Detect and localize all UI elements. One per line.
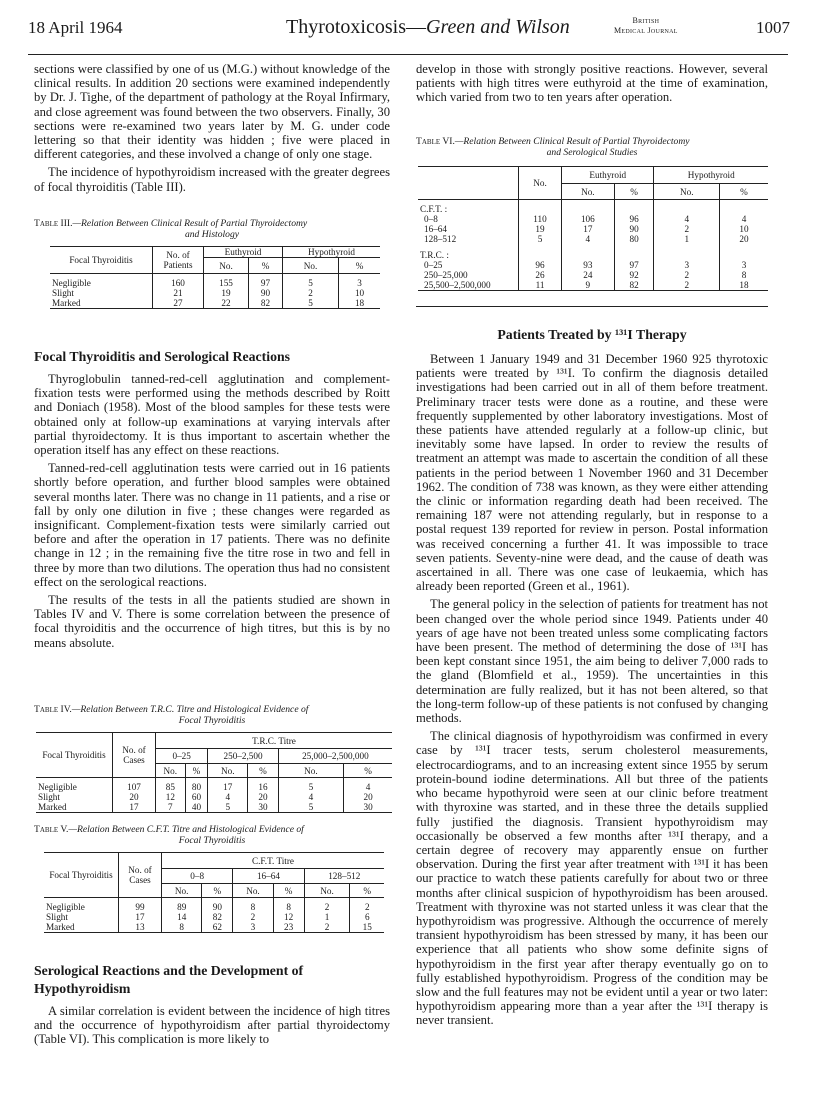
section-rule: [416, 306, 768, 307]
left-column: [34, 62, 390, 194]
left-column-body: [34, 348, 390, 650]
paragraph: Thyroglobulin tanned-red-cell agglutination and complement-fixation tests were performed using the methods described by Roitt and Doniach (1958). Most of the blood samples for these tests were obtained only at follow-up examinations at varying intervals after partial thyroidectomy. It is thus important to ascertain whether the operation itself has any effect on these reactions.: [34, 372, 390, 458]
sub-header: No.: [233, 884, 273, 898]
table-4-caption: [34, 704, 390, 726]
cell: 5: [278, 802, 343, 813]
running-title: [286, 16, 570, 39]
paragraph: A similar correlation is evident between the incidence of high titres and the occurrence of hypothyroidism after partial thyroidectomy (Table VI). This complication is more likely to: [34, 1004, 390, 1047]
cell: 3: [339, 278, 380, 288]
table-title: —Relation Between C.F.T. Titre and Histological Evidence of: [68, 824, 304, 835]
cell: 82: [202, 912, 233, 922]
cell: 16: [248, 782, 279, 792]
table-title-cont: Focal Thyroiditis: [178, 835, 246, 846]
sub-header: %: [339, 258, 380, 274]
row-label: Slight: [52, 287, 74, 298]
cell: 21: [153, 288, 204, 298]
page-header: [28, 8, 790, 48]
cell: 2: [283, 288, 339, 298]
cell: 7: [156, 802, 186, 813]
table-row: [50, 288, 380, 298]
cell: 12: [156, 792, 186, 802]
cell: 2: [654, 280, 720, 291]
col-header: Hypothyroid: [283, 247, 380, 258]
cell: 80: [185, 782, 208, 792]
cell: 30: [344, 802, 392, 813]
col-header: No. of Cases: [119, 853, 162, 898]
cell: 80: [614, 234, 654, 244]
sub-header: %: [344, 764, 392, 778]
cell: 90: [614, 224, 654, 234]
table-4: [36, 732, 392, 813]
paragraph: The incidence of hypothyroidism increased with the greater degrees of focal thyroiditis (Table III).: [34, 165, 390, 194]
cell: 5: [283, 278, 339, 288]
cell: 92: [614, 270, 654, 280]
row-label: 25,500–2,500,000: [424, 280, 491, 290]
cell: 5: [283, 298, 339, 309]
running-title-authors: Green and Wilson: [426, 16, 570, 38]
cell: 97: [249, 278, 283, 288]
table-6: [418, 166, 768, 291]
table-row: [418, 234, 768, 244]
sub-header: No.: [283, 258, 339, 274]
paragraph: sections were classified by one of us (M.G.) without knowledge of the clinical results. In addition 20 sections were examined independently by Dr. J. Tighe, of the department of pathology at the Royal Infirmary, and close agreement was found between the two observers. Finally, 30 sections were re-examined two years later by M. G. under code lettering so that their identity was hidden ; five were placed in different categories, and these involved a change of only one stage.: [34, 62, 390, 162]
cell: 17: [562, 224, 615, 234]
table-title: —Relation Between Clinical Result of Partial Thyroidectomy: [454, 136, 690, 147]
cell: 23: [273, 922, 304, 933]
table-label: Table VI.: [416, 136, 455, 147]
sub-header: No.: [204, 258, 249, 274]
row-label: Slight: [38, 791, 60, 802]
group-header: C.F.T. Titre: [162, 853, 385, 869]
table-6-caption: [416, 136, 768, 158]
journal-line-1: British: [632, 16, 660, 25]
table-row: [418, 260, 768, 270]
paragraph: The general policy in the selection of patients for treatment has not been changed over the whole period since 1949. Patients under 40 years of age have not been treated unless some complicating factors have been present. The method of determining the dose of ¹³¹I has been kept constant since 1951, the aim being to deliver 7,000 rads to the gland (Blomfield et al., 1959). The uncertainties in this determination are fully realized, but it has not been altered, so that the long-term follow-up of these patients is not confused by changing methods.: [416, 597, 768, 726]
cell: 2: [350, 902, 384, 912]
range-header: 128–512: [304, 869, 384, 884]
cell: 85: [156, 782, 186, 792]
table-3: [50, 246, 380, 309]
sub-header: No.: [208, 764, 248, 778]
table-row: [418, 270, 768, 280]
cell: 82: [249, 298, 283, 309]
cell: 160: [153, 278, 204, 288]
col-header: No.: [519, 167, 562, 200]
cell: 17: [208, 782, 248, 792]
table-row: [418, 214, 768, 224]
sub-header: %: [350, 884, 384, 898]
row-label: Slight: [46, 911, 68, 922]
cell: 2: [304, 922, 350, 933]
range-header: 0–8: [162, 869, 233, 884]
header-rule: [28, 54, 788, 55]
row-label: 0–8: [424, 214, 438, 224]
journal-name: [614, 16, 678, 36]
cell: 19: [519, 224, 562, 234]
paragraph: The results of the tests in all the patients studied are shown in Tables IV and V. There is some correlation between the presence of focal thyroiditis and the occurrence of high titres, but this is by no means absolute.: [34, 593, 390, 650]
cell: 20: [248, 792, 279, 802]
cell: 97: [614, 260, 654, 270]
sub-header: No.: [654, 184, 720, 200]
col-header: Focal Thyroiditis: [50, 247, 153, 274]
cell: 17: [113, 802, 156, 813]
cell: 12: [273, 912, 304, 922]
table-label: Table III.: [34, 218, 73, 229]
cell: 93: [562, 260, 615, 270]
table-5: [44, 852, 384, 933]
table-row: [418, 280, 768, 291]
cell: 26: [519, 270, 562, 280]
paragraph: develop in those with strongly positive reactions. However, several patients with high titres were euthyroid at the time of examination, which varied from two to ten years after operation.: [416, 62, 768, 105]
cell: 20: [720, 234, 768, 244]
row-label: 0–25: [424, 260, 443, 270]
page-number: 1007: [756, 18, 790, 37]
sub-header: %: [249, 258, 283, 274]
col-header: Focal Thyroiditis: [44, 853, 119, 898]
table-title-cont: Focal Thyroiditis: [178, 715, 246, 726]
col-header: No. of Patients: [153, 247, 204, 274]
cell: 155: [204, 278, 249, 288]
table-row: [36, 802, 392, 813]
table-title-cont: and Histology: [184, 229, 240, 240]
sub-header: No.: [278, 764, 343, 778]
range-header: 250–2,500: [208, 749, 278, 764]
sub-header: No.: [562, 184, 615, 200]
cell: 30: [248, 802, 279, 813]
cell: 3: [720, 260, 768, 270]
paragraph: The clinical diagnosis of hypothyroidism was confirmed in every case by ¹³¹I tracer tests, serum cholesterol measurements, electrocardiograms, and to an increasing extent since 1955 by serum protein-bound iodine determinations. All but three of the patients who became hypothyroid were seen at our clinic before treatment with thyroxine was started, and in these three the details supplied fully justified the diagnosis. Transient hypothyroidism may occasionally be observed a few months after ¹³¹I therapy, and a certain degree of recovery may apparently ensue on further observation. During the first year after treatment with ¹³¹I it has been our practice to watch these patients carefully for about two or three months after clinical suspicion of hypothyroidism has been aroused. Treatment with thyroxine was not started unless it was clear that the hypothyroidism was progressive. Although the occurrence of merely transient hypothyroidism has been stressed by many, it has been our experience that all patients who show some definite signs of hypothyroidism in the first year after therapy eventually go on to fully established hypothyroidism. Progress of the condition may be slow and the full features may not be evident until a year or two later: hypothyroidism appearing more than a year after the ¹³¹I therapy is never transient.: [416, 729, 768, 1028]
group-header: T.R.C. Titre: [156, 733, 393, 749]
table-row: [44, 922, 384, 933]
cell: 4: [278, 792, 343, 802]
table-label: Table V.: [34, 824, 69, 835]
group-label: T.R.C. :: [420, 250, 449, 260]
cell: 4: [344, 782, 392, 792]
cell: 96: [519, 260, 562, 270]
issue-date: 18 April 1964: [28, 18, 123, 37]
cell: 8: [720, 270, 768, 280]
row-label: Negligible: [46, 901, 85, 912]
cell: 10: [339, 288, 380, 298]
cell: 11: [519, 280, 562, 291]
sub-header: %: [720, 184, 768, 200]
cell: 90: [249, 288, 283, 298]
table-row: [50, 298, 380, 309]
sub-header: %: [273, 884, 304, 898]
table-5-caption: [34, 824, 390, 846]
cell: 10: [720, 224, 768, 234]
section-heading: Patients Treated by ¹³¹I Therapy: [497, 327, 687, 342]
cell: 99: [119, 902, 162, 912]
sub-header: %: [614, 184, 654, 200]
cell: 89: [162, 902, 202, 912]
cell: 20: [113, 792, 156, 802]
group-label: C.F.T. :: [420, 204, 448, 214]
sub-header: %: [185, 764, 208, 778]
cell: 2: [304, 902, 350, 912]
table-title-cont: and Serological Studies: [546, 147, 638, 158]
row-label: Marked: [52, 297, 81, 308]
row-label: Marked: [38, 801, 67, 812]
col-header: Euthyroid: [204, 247, 283, 258]
row-label: 128–512: [424, 234, 457, 244]
sub-header: %: [202, 884, 233, 898]
running-title-topic: Thyrotoxicosis—: [286, 16, 426, 38]
cell: 19: [204, 288, 249, 298]
cell: 62: [202, 922, 233, 933]
cell: 15: [350, 922, 384, 933]
cell: 20: [344, 792, 392, 802]
cell: 90: [202, 902, 233, 912]
sub-header: No.: [162, 884, 202, 898]
sub-header: %: [248, 764, 279, 778]
row-label: Negligible: [52, 277, 91, 288]
cell: 8: [273, 902, 304, 912]
cell: 4: [208, 792, 248, 802]
paragraph: Tanned-red-cell agglutination tests were carried out in 16 patients shortly before operation, and further blood samples were obtained several months later. There was no change in 11 patients, and a rise or fall by only one dilution in five ; these changes were regarded as insignificant. Complement-fixation tests were similarly carried out before and after the operation in 17 patients. There was no definite change in 12 ; in the remaining five the titre rose in two and fell in three by more than two dilutions. The operation thus had no consistent effect on the serological reactions.: [34, 461, 390, 589]
sub-header: No.: [304, 884, 350, 898]
cell: 22: [204, 298, 249, 309]
cell: 107: [113, 782, 156, 792]
section-heading: Serological Reactions and the Development of Hypothyroidism: [34, 963, 304, 996]
range-header: 25,000–2,500,000: [278, 749, 392, 764]
row-label: Marked: [46, 921, 75, 932]
table-row: [50, 278, 380, 288]
cell: 2: [654, 224, 720, 234]
cell: 1: [654, 234, 720, 244]
row-label: 250–25,000: [424, 270, 468, 280]
cell: 13: [119, 922, 162, 933]
table-title: —Relation Between Clinical Result of Partial Thyroidectomy: [72, 218, 308, 229]
col-header: Focal Thyroiditis: [36, 733, 113, 778]
range-header: 0–25: [156, 749, 208, 764]
cell: 60: [185, 792, 208, 802]
cell: 82: [614, 280, 654, 291]
cell: 106: [562, 214, 615, 224]
left-column-end: [34, 962, 390, 1047]
cell: 18: [720, 280, 768, 291]
table-3-caption: [34, 218, 390, 240]
right-column: [416, 62, 768, 105]
table-row: [36, 792, 392, 802]
cell: 3: [233, 922, 273, 933]
cell: 8: [233, 902, 273, 912]
cell: 40: [185, 802, 208, 813]
table-row: [418, 224, 768, 234]
cell: 5: [208, 802, 248, 813]
cell: 3: [654, 260, 720, 270]
table-label: Table IV.: [34, 704, 72, 715]
table-row: [44, 912, 384, 922]
row-label: Negligible: [38, 781, 77, 792]
cell: 27: [153, 298, 204, 309]
right-column-body: [416, 326, 768, 1028]
cell: 17: [119, 912, 162, 922]
cell: 110: [519, 214, 562, 224]
col-header: Hypothyroid: [654, 167, 768, 184]
cell: 8: [162, 922, 202, 933]
table-row: [44, 902, 384, 912]
journal-line-2: Medical Journal: [614, 26, 678, 35]
cell: 5: [519, 234, 562, 244]
cell: 2: [233, 912, 273, 922]
cell: 2: [654, 270, 720, 280]
cell: 18: [339, 298, 380, 309]
range-header: 16–64: [233, 869, 304, 884]
cell: 96: [614, 214, 654, 224]
cell: 9: [562, 280, 615, 291]
table-row: [36, 782, 392, 792]
cell: 5: [278, 782, 343, 792]
col-header: Euthyroid: [562, 167, 654, 184]
sub-header: No.: [156, 764, 186, 778]
cell: 1: [304, 912, 350, 922]
cell: 14: [162, 912, 202, 922]
cell: 4: [654, 214, 720, 224]
cell: 4: [562, 234, 615, 244]
section-heading: Focal Thyroiditis and Serological Reactions: [34, 349, 291, 364]
table-title: —Relation Between T.R.C. Titre and Histological Evidence of: [71, 704, 309, 715]
cell: 6: [350, 912, 384, 922]
row-label: 16–64: [424, 224, 447, 234]
col-header: No. of Cases: [113, 733, 156, 778]
paragraph: Between 1 January 1949 and 31 December 1960 925 thyrotoxic patients were treated by ¹³¹I. To confirm the diagnosis detailed investigations had been carried out in all of them before treatment. Preliminary tracer tests were done as a routine, and these were frequently supplemented by other laboratory investigations. Most of these patients have attended regularly at a follow-up clinic, but inevitably some have lapsed. In order to review the results of treatment an attempt was made to ascertain the condition of all these patients in the period between 1 November 1960 and 31 December 1962. The condition of 738 was known, as they were either attending the clinic or information regarding death had been received. The remaining 187 were not attending regularly, but in response to a postal request 139 reported for review in person. Postal information was received concerning a further 41. It was impossible to trace seven patients. Seventy-nine were dead, and the cause of death was ascertained in all. There was one case of leukaemia, which has already been reported (Green et al., 1961).: [416, 352, 768, 594]
cell: 24: [562, 270, 615, 280]
cell: 4: [720, 214, 768, 224]
